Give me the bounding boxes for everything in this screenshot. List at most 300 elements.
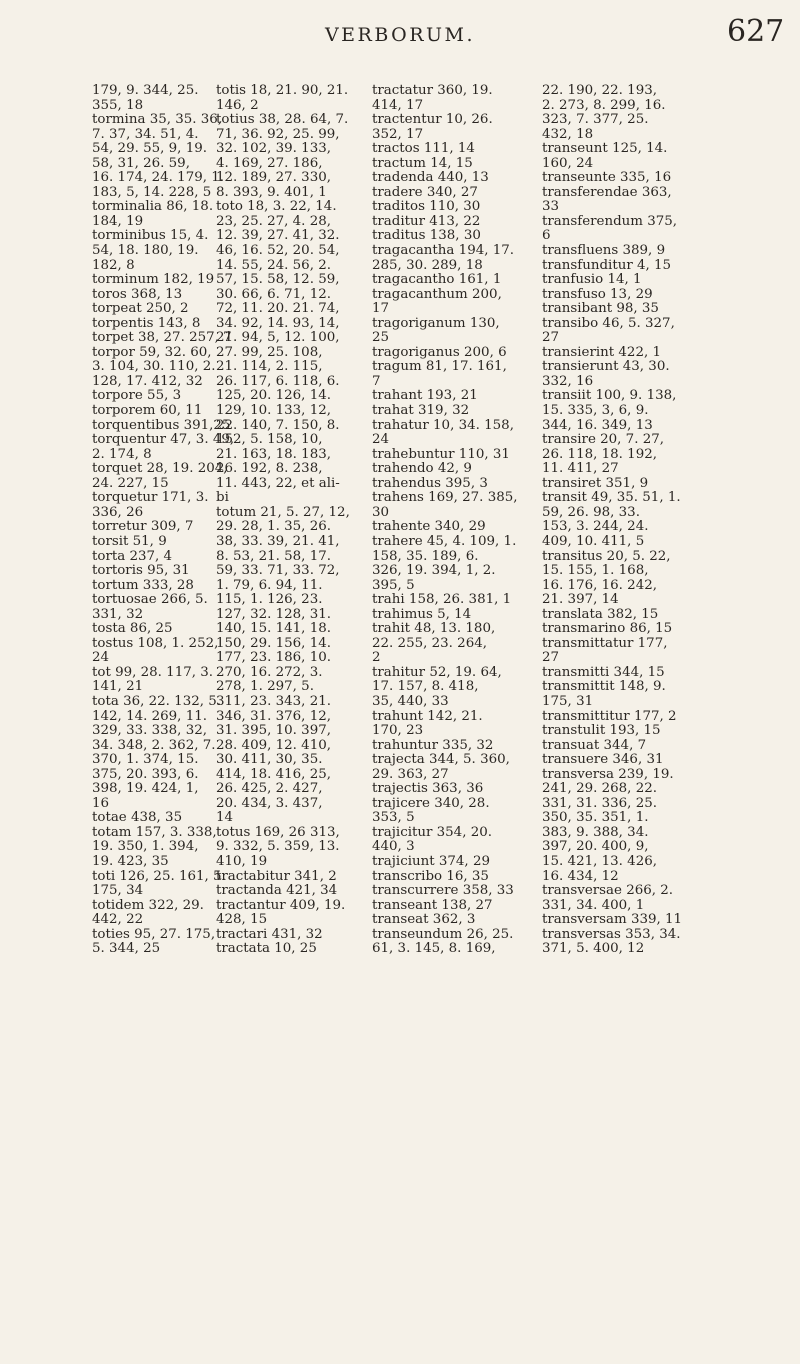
entry-line: 4. 169, 27. 186,	[216, 155, 323, 171]
entry-line: 414, 17	[372, 97, 424, 113]
entry-line: totius 38, 28. 64, 7.	[216, 112, 349, 128]
index-entry	[372, 186, 546, 201]
entry-line: tortum 333, 28	[92, 577, 194, 593]
entry-line: 9. 332, 5. 359, 13.	[216, 839, 340, 855]
entry-line: transversam 339, 11	[542, 912, 683, 928]
entry-line: 22. 190, 22. 193,	[542, 83, 657, 98]
entry-line: 140, 15. 141, 18.	[216, 621, 331, 637]
entry-line: 414, 18. 416, 25,	[216, 766, 331, 782]
entry-line: 179, 9. 344, 25.	[92, 83, 199, 98]
entry-line: 29. 28, 1. 35, 26.	[216, 519, 331, 535]
entry-line: 21. 397, 14	[542, 592, 619, 608]
entry-line: tractatur 360, 19.	[372, 83, 493, 98]
entry-line: transitus 20, 5. 22,	[542, 548, 671, 564]
index-entry	[542, 622, 716, 637]
entry-line: trahente 340, 29	[372, 519, 486, 535]
index-column-4	[542, 84, 716, 957]
entry-line: torpentis 143, 8	[92, 315, 201, 331]
entry-line: transeundum 26, 25.	[372, 926, 514, 942]
index-entry	[542, 491, 716, 549]
entry-line: transtulit 193, 15	[542, 723, 661, 739]
entry-line: transmittit 148, 9.	[542, 679, 666, 695]
entry-line: transmittitur 177, 2	[542, 708, 677, 724]
entry-line: trahit 48, 13. 180,	[372, 621, 496, 637]
index-entry	[542, 710, 716, 725]
entry-line: 440, 3	[372, 839, 415, 855]
entry-line: totidem 322, 29.	[92, 897, 204, 913]
entry-line: 146, 2	[216, 97, 259, 113]
entry-line: 25	[372, 330, 390, 346]
index-entry	[372, 244, 546, 273]
entry-line: toti 126, 25. 161, 5.	[92, 868, 226, 884]
entry-line: 57, 15. 58, 12. 59,	[216, 272, 340, 288]
entry-line: 22. 255, 23. 264,	[372, 635, 487, 651]
entry-line: 59, 26. 98, 33.	[542, 504, 640, 520]
entry-line: 352, 17	[372, 126, 424, 142]
entry-line: 35, 440, 33	[372, 693, 449, 709]
entry-line: trahens 169, 27. 385,	[372, 490, 518, 506]
entry-line: trahunt 142, 21.	[372, 708, 483, 724]
entry-line: transeant 138, 27	[372, 897, 493, 913]
entry-line: trajiciunt 374, 29	[372, 853, 490, 869]
index-entry	[542, 389, 716, 433]
entry-line: 6	[542, 228, 551, 244]
index-entry	[216, 84, 390, 113]
index-entry	[372, 666, 546, 710]
entry-line: 170, 23	[372, 723, 424, 739]
entry-line: 21. 94, 5, 12. 100,	[216, 330, 340, 346]
entry-line: tortuosae 266, 5.	[92, 592, 208, 608]
index-entry	[216, 200, 390, 505]
entry-line: 332, 16	[542, 373, 594, 389]
entry-line: 30. 66, 6. 71, 12.	[216, 286, 331, 302]
entry-line: 370, 1. 374, 15.	[92, 752, 199, 768]
entry-line: 175, 34	[92, 883, 144, 899]
entry-line: trahendo 42, 9	[372, 461, 472, 477]
index-entry	[372, 404, 546, 419]
index-entry	[542, 273, 716, 288]
entry-line: trahuntur 335, 32	[372, 737, 494, 753]
index-entry	[372, 520, 546, 535]
entry-line: 153, 3. 244, 24.	[542, 519, 649, 535]
index-entry	[216, 826, 390, 870]
entry-line: tragoriganus 200, 6	[372, 344, 507, 360]
entry-line: 21. 114, 2. 115,	[216, 359, 323, 375]
index-entry	[542, 884, 716, 913]
entry-line: torpeat 250, 2	[92, 301, 189, 317]
entry-line: 12. 189, 27. 330,	[216, 170, 331, 186]
entry-line: 152, 5. 158, 10,	[216, 432, 323, 448]
entry-line: 16. 174, 24. 179, 1.	[92, 170, 225, 186]
entry-line: transibo 46, 5. 327,	[542, 315, 675, 331]
entry-line: trajectis 363, 36	[372, 781, 484, 797]
entry-line: 27	[542, 330, 560, 346]
entry-line: toties 95, 27. 175,	[92, 926, 216, 942]
entry-line: 350, 35. 351, 1.	[542, 810, 649, 826]
entry-line: 31. 395, 10. 397,	[216, 723, 331, 739]
entry-line: 142, 14. 269, 11.	[92, 708, 207, 724]
entry-line: 150, 29. 156, 14.	[216, 635, 331, 651]
entry-line: tranfusio 14, 1	[542, 272, 642, 288]
index-entry	[372, 855, 546, 870]
entry-line: tot 99, 28. 117, 3.	[92, 664, 214, 680]
entry-line: 409, 10. 411, 5	[542, 533, 645, 549]
index-entry	[372, 113, 546, 142]
index-entry	[542, 608, 716, 623]
index-entry	[542, 477, 716, 492]
index-entry	[542, 215, 716, 244]
entry-line: trajicere 340, 28.	[372, 795, 490, 811]
index-columns	[92, 84, 792, 1354]
entry-line: 285, 30. 289, 18	[372, 257, 483, 273]
entry-line: 410, 19	[216, 853, 268, 869]
entry-line: tragacanthum 200,	[372, 286, 502, 302]
entry-line: 24	[92, 650, 110, 666]
entry-line: 141, 21	[92, 679, 144, 695]
entry-line: 72, 11. 20. 21. 74,	[216, 301, 340, 317]
entry-line: 344, 16. 349, 13	[542, 417, 653, 433]
entry-line: 33	[542, 199, 560, 215]
entry-line: 14	[216, 810, 234, 826]
index-entry	[542, 753, 716, 768]
entry-line: tragum 81, 17. 161,	[372, 359, 507, 375]
index-entry	[542, 288, 716, 303]
entry-line: 336, 26	[92, 504, 144, 520]
entry-line: 34. 92, 14. 93, 14,	[216, 315, 340, 331]
entry-line: 2. 273, 8. 299, 16.	[542, 97, 666, 113]
index-entry	[542, 302, 716, 317]
entry-line: 371, 5. 400, 12	[542, 941, 645, 957]
entry-line: 428, 15	[216, 912, 268, 928]
entry-line: traditos 110, 30	[372, 199, 481, 215]
index-entry	[372, 200, 546, 215]
entry-line: torretur 309, 7	[92, 519, 194, 535]
index-entry	[216, 113, 390, 200]
index-entry	[542, 346, 716, 361]
entry-line: 15. 421, 13. 426,	[542, 853, 657, 869]
entry-line: 375, 20. 393, 6.	[92, 766, 199, 782]
entry-line: 432, 18	[542, 126, 594, 142]
index-entry	[372, 84, 546, 113]
entry-line: tractari 431, 32	[216, 926, 323, 942]
entry-line: trajicitur 354, 20.	[372, 824, 493, 840]
entry-line: 16. 434, 12	[542, 868, 619, 884]
entry-line: 54, 18. 180, 19.	[92, 243, 199, 259]
running-title: VERBORUM.	[324, 24, 476, 46]
entry-line: transeat 362, 3	[372, 912, 476, 928]
index-entry	[372, 593, 546, 608]
entry-line: transierint 422, 1	[542, 344, 662, 360]
entry-line: tragoriganum 130,	[372, 315, 500, 331]
entry-line: 129, 10. 133, 12,	[216, 403, 331, 419]
entry-line: 61, 3. 145, 8. 169,	[372, 941, 496, 957]
entry-line: transmittatur 177,	[542, 635, 668, 651]
entry-line: 115, 1. 126, 23.	[216, 592, 323, 608]
index-entry	[372, 899, 546, 914]
index-entry	[542, 142, 716, 171]
entry-line: transcribo 16, 35	[372, 868, 489, 884]
entry-line: 331, 32	[92, 606, 144, 622]
entry-line: tradenda 440, 13	[372, 170, 489, 186]
entry-line: torpet 38, 27. 257, 7	[92, 330, 232, 346]
entry-line: 46, 16. 52, 20. 54,	[216, 243, 340, 259]
entry-line: 127, 32. 128, 31.	[216, 606, 331, 622]
entry-line: 182, 8	[92, 257, 135, 273]
entry-line: 11. 411, 27	[542, 461, 619, 477]
entry-line: torquentur 47, 3. 49,	[92, 432, 235, 448]
entry-line: 175, 31	[542, 693, 594, 709]
entry-line: 17	[372, 301, 390, 317]
entry-line: trahat 319, 32	[372, 403, 470, 419]
entry-line: trahi 158, 26. 381, 1	[372, 592, 512, 608]
index-entry	[372, 928, 546, 957]
entry-line: 397, 20. 400, 9,	[542, 839, 649, 855]
index-entry	[372, 215, 546, 230]
entry-line: tractos 111, 14	[372, 141, 475, 157]
index-entry	[542, 680, 716, 709]
entry-line: 26. 117, 6. 118, 6.	[216, 373, 340, 389]
entry-line: 58, 31, 26. 59,	[92, 155, 190, 171]
index-entry	[372, 710, 546, 739]
index-entry	[542, 739, 716, 754]
index-entry	[542, 928, 716, 957]
entry-line: trahendus 395, 3	[372, 475, 488, 491]
entry-line: 16	[92, 795, 110, 811]
index-entry	[372, 870, 546, 885]
index-entry	[372, 157, 546, 172]
index-entry	[542, 317, 716, 346]
entry-line: totae 438, 35	[92, 810, 183, 826]
entry-line: 184, 19	[92, 213, 144, 229]
entry-line: 7. 37, 34. 51, 4.	[92, 126, 199, 142]
index-entry	[372, 273, 546, 288]
entry-line: 59, 33. 71, 33. 72,	[216, 563, 340, 579]
entry-line: tractanda 421, 34	[216, 883, 338, 899]
entry-line: 160, 24	[542, 155, 594, 171]
index-entry	[542, 913, 716, 928]
entry-line: transire 20, 7. 27,	[542, 432, 665, 448]
index-entry	[372, 389, 546, 404]
index-entry	[372, 229, 546, 244]
index-entry	[542, 637, 716, 666]
index-column-3	[372, 84, 546, 957]
entry-line: 8. 393, 9. 401, 1	[216, 184, 327, 200]
entry-line: tractata 10, 25	[216, 941, 317, 957]
index-entry	[372, 360, 546, 389]
entry-line: transcurrere 358, 33	[372, 883, 514, 899]
entry-line: 11. 443, 22, et ali-	[216, 475, 340, 491]
entry-line: toros 368, 13	[92, 286, 183, 302]
entry-line: traditus 138, 30	[372, 228, 481, 244]
entry-line: torquentibus 391,25	[92, 417, 231, 433]
index-entry	[372, 753, 546, 782]
entry-line: torpore 55, 3	[92, 388, 182, 404]
entry-line: 15. 155, 1. 168,	[542, 563, 649, 579]
entry-line: transit 49, 35. 51, 1.	[542, 490, 681, 506]
entry-line: tosta 86, 25	[92, 621, 173, 637]
entry-line: 355, 18	[92, 97, 144, 113]
index-entry	[372, 622, 546, 666]
index-entry	[372, 288, 546, 317]
entry-line: tractantur 409, 19.	[216, 897, 346, 913]
entry-line: 2	[372, 650, 381, 666]
entry-line: torquetur 171, 3.	[92, 490, 209, 506]
entry-line: 26. 118, 18. 192,	[542, 446, 657, 462]
entry-line: 22. 140, 7. 150, 8.	[216, 417, 340, 433]
entry-line: totum 21, 5. 27, 12,	[216, 504, 350, 520]
entry-line: trahitur 52, 19. 64,	[372, 664, 502, 680]
entry-line: torminum 182, 19	[92, 272, 215, 288]
entry-line: toto 18, 3. 22, 14.	[216, 199, 337, 215]
entry-line: trahebuntur 110, 31	[372, 446, 510, 462]
entry-line: tractabitur 341, 2	[216, 868, 337, 884]
index-entry	[372, 477, 546, 492]
index-entry	[372, 913, 546, 928]
entry-line: 27. 99, 25. 108,	[216, 344, 323, 360]
index-entry	[372, 739, 546, 754]
entry-line: transuere 346, 31	[542, 752, 664, 768]
index-entry	[372, 448, 546, 463]
index-entry	[372, 491, 546, 520]
entry-line: 3. 104, 30. 110, 2.	[92, 359, 216, 375]
entry-line: 12. 39, 27. 41, 32.	[216, 228, 340, 244]
entry-line: 311, 23. 343, 21.	[216, 693, 331, 709]
entry-line: 323, 7. 377, 25.	[542, 112, 649, 128]
index-column-2	[216, 84, 390, 957]
entry-line: 270, 16. 272, 3.	[216, 664, 323, 680]
index-entry	[372, 535, 546, 593]
page-header	[0, 0, 800, 70]
entry-line: tractum 14, 15	[372, 155, 473, 171]
entry-line: traditur 413, 22	[372, 213, 481, 229]
entry-line: torminalia 86, 18.	[92, 199, 214, 215]
index-entry	[372, 462, 546, 477]
entry-line: translata 382, 15	[542, 606, 659, 622]
entry-line: 34. 348, 2. 362, 7.	[92, 737, 216, 753]
entry-line: transmitti 344, 15	[542, 664, 665, 680]
entry-line: 23, 25. 27, 4. 28,	[216, 213, 331, 229]
index-entry	[372, 826, 546, 855]
entry-line: 15. 335, 3, 6, 9.	[542, 403, 649, 419]
index-entry	[542, 171, 716, 186]
entry-line: trajecta 344, 5. 360,	[372, 752, 510, 768]
entry-line: transierunt 43, 30.	[542, 359, 670, 375]
index-entry	[542, 550, 716, 608]
entry-line: tortoris 95, 31	[92, 563, 190, 579]
entry-line: 30	[372, 504, 390, 520]
entry-line: 128, 17. 412, 32	[92, 373, 203, 389]
entry-line: 7	[372, 373, 381, 389]
index-entry	[542, 666, 716, 681]
index-entry	[216, 928, 390, 943]
index-entry	[542, 360, 716, 389]
entry-line: 24	[372, 432, 390, 448]
entry-line: transmarino 86, 15	[542, 621, 673, 637]
index-entry	[542, 433, 716, 477]
index-entry	[216, 942, 390, 957]
index-entry	[542, 724, 716, 739]
entry-line: transfluens 389, 9	[542, 243, 666, 259]
entry-line: transversae 266, 2.	[542, 883, 674, 899]
entry-line: 21. 163, 18. 183,	[216, 446, 331, 462]
index-entry	[372, 171, 546, 186]
entry-line: 125, 20. 126, 14.	[216, 388, 331, 404]
index-entry	[372, 346, 546, 361]
index-entry	[372, 317, 546, 346]
entry-line: 14. 55, 24. 56, 2.	[216, 257, 331, 273]
index-entry	[372, 419, 546, 448]
entry-line: 331, 34. 400, 1	[542, 897, 645, 913]
index-entry	[372, 782, 546, 797]
entry-line: 26. 192, 8. 238,	[216, 461, 323, 477]
entry-line: 398, 19. 424, 1,	[92, 781, 199, 797]
entry-line: totam 157, 3. 338,	[92, 824, 217, 840]
entry-line: transferendum 375,	[542, 213, 678, 229]
entry-line: 177, 23. 186, 10.	[216, 650, 331, 666]
entry-line: 26. 425, 2. 427,	[216, 781, 323, 797]
index-entry	[216, 884, 390, 899]
entry-line: totis 18, 21. 90, 21.	[216, 83, 349, 98]
index-entry	[542, 84, 716, 142]
index-entry	[216, 506, 390, 826]
entry-line: 183, 5, 14. 228, 5	[92, 184, 212, 200]
entry-line: 2. 174, 8	[92, 446, 152, 462]
entry-line: tradere 340, 27	[372, 184, 478, 200]
entry-line: 17. 157, 8. 418,	[372, 679, 479, 695]
index-entry	[542, 186, 716, 215]
entry-line: transeunt 125, 14.	[542, 141, 668, 157]
page-number: 627	[727, 14, 785, 49]
entry-line: tragacantho 161, 1	[372, 272, 502, 288]
entry-line: trahere 45, 4. 109, 1.	[372, 533, 517, 549]
entry-line: totus 169, 26 313,	[216, 824, 340, 840]
entry-line: 158, 35. 189, 6.	[372, 548, 479, 564]
entry-line: 326, 19. 394, 1, 2.	[372, 563, 496, 579]
entry-line: 395, 5	[372, 577, 415, 593]
entry-line: 5. 344, 25	[92, 941, 161, 957]
index-entry	[372, 142, 546, 157]
entry-line: 19. 423, 35	[92, 853, 169, 869]
entry-line: 442, 22	[92, 912, 144, 928]
entry-line: transferendae 363,	[542, 184, 672, 200]
entry-line: 278, 1. 297, 5.	[216, 679, 314, 695]
entry-line: torminibus 15, 4.	[92, 228, 209, 244]
entry-line: tormina 35, 35. 36,	[92, 112, 223, 128]
entry-line: torta 237, 4	[92, 548, 173, 564]
entry-line: torpor 59, 32. 60,	[92, 344, 212, 360]
entry-line: transversas 353, 34.	[542, 926, 681, 942]
index-entry	[216, 899, 390, 928]
entry-line: 353, 5	[372, 810, 415, 826]
entry-line: trahatur 10, 34. 158,	[372, 417, 514, 433]
entry-line: 29. 363, 27	[372, 766, 449, 782]
entry-line: 38, 33. 39, 21. 41,	[216, 533, 340, 549]
entry-line: 8. 53, 21. 58, 17.	[216, 548, 331, 564]
index-entry	[216, 870, 390, 885]
index-entry	[372, 608, 546, 623]
entry-line: transfuso 13, 29	[542, 286, 653, 302]
entry-line: 32. 102, 39. 133,	[216, 141, 331, 157]
entry-line: 30. 411, 30, 35.	[216, 752, 323, 768]
entry-line: 24. 227, 15	[92, 475, 169, 491]
index-entry	[542, 259, 716, 274]
entry-line: 1. 79, 6. 94, 11.	[216, 577, 323, 593]
entry-line: 383, 9. 388, 34.	[542, 824, 649, 840]
entry-line: transuat 344, 7	[542, 737, 647, 753]
index-entry	[372, 884, 546, 899]
index-entry	[372, 797, 546, 826]
entry-line: 19. 350, 1. 394,	[92, 839, 199, 855]
